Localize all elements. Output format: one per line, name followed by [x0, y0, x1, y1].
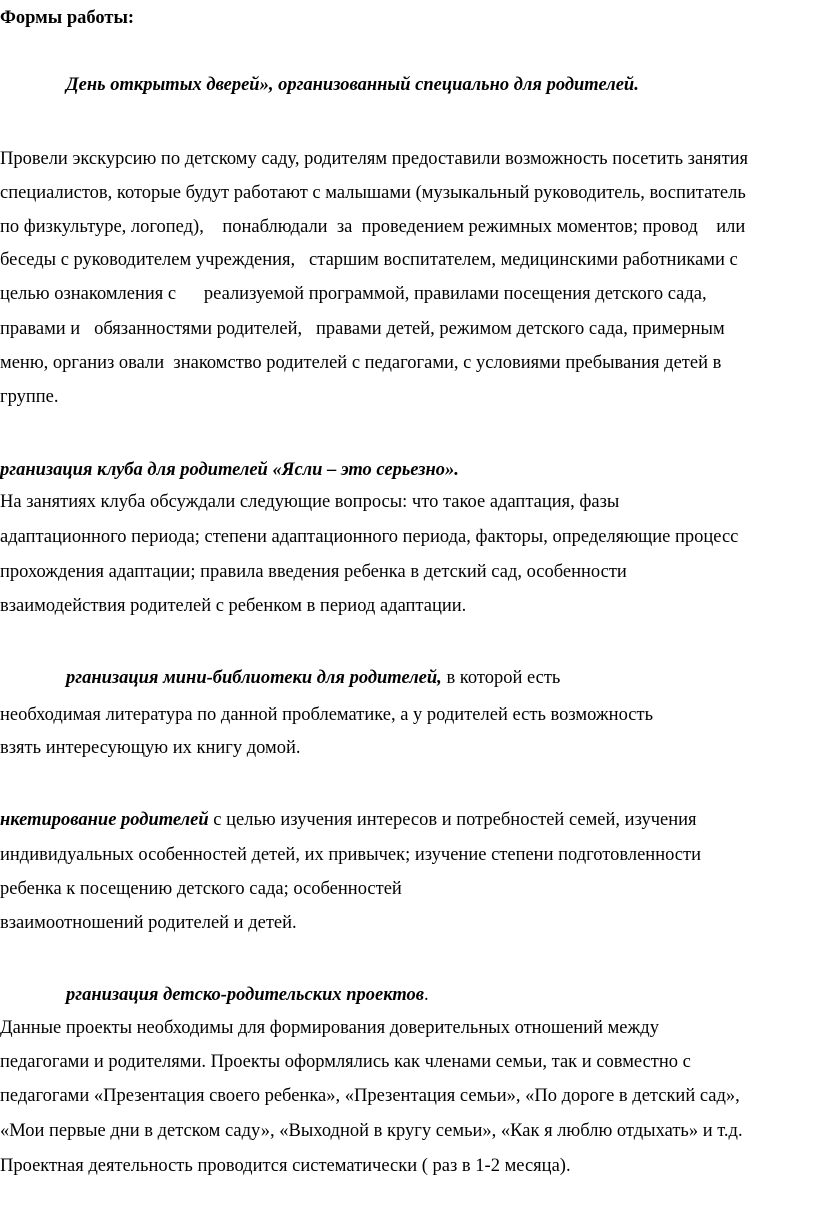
section-title: рганизация детско-родительских проектов — [66, 985, 425, 1005]
paragraph-line: взаимодействия родителей с ребенком в период адаптации. — [0, 596, 467, 616]
paragraph-line: педагогами «Презентация своего ребенка», «Презентация семьи», «По дороге в детский сад», — [0, 1086, 740, 1106]
section-title-continuation: с целью изучения интересов и потребностей семей, изучения — [208, 810, 697, 830]
section-title-continuation: . — [424, 985, 429, 1005]
paragraph-line: правами и обязанностями родителей, правами детей, режимом детского сада, примерным — [0, 319, 725, 339]
section-title-line — [66, 983, 429, 1007]
paragraph-line: беседы с руководителем учреждения, старшим воспитателем, медицинскими работниками с — [0, 250, 738, 270]
section-title: рганизация мини-библиотеки для родителей, — [66, 668, 442, 688]
section-title-line — [66, 666, 560, 690]
paragraph-line: прохождения адаптации; правила введения ребенка в детский сад, особенности — [0, 562, 627, 582]
section-title: рганизация клуба для родителей «Ясли – это серьезно». — [0, 460, 459, 480]
paragraph-line: группе. — [0, 387, 59, 407]
paragraph-line: адаптационного периода; степени адаптационного периода, факторы, определяющие процесс — [0, 527, 739, 547]
paragraph-line: Данные проекты необходимы для формирования доверительных отношений между — [0, 1018, 659, 1038]
paragraph-line: взаимоотношений родителей и детей. — [0, 913, 297, 933]
paragraph-line: Провели экскурсию по детскому саду, родителям предоставили возможность посетить занятия — [0, 149, 749, 169]
paragraph-line: Проектная деятельность проводится систематически ( раз в 1-2 месяца). — [0, 1156, 571, 1176]
paragraph-line: по физкультуре, логопед), понаблюдали за проведением режимных моментов; провод или — [0, 217, 746, 237]
section-title-continuation: в которой есть — [441, 668, 561, 688]
paragraph-line: ребенка к посещению детского сада; особенностей — [0, 879, 402, 899]
section-title-line — [0, 808, 697, 832]
paragraph-line: целью ознакомления с реализуемой программой, правилами посещения детского сада, — [0, 284, 707, 304]
section-title: День открытых дверей», организованный специально для родителей. — [66, 75, 639, 95]
paragraph-line: необходимая литература по данной проблематике, а у родителей есть возможность — [0, 705, 654, 725]
section-title: нкетирование родителей — [0, 810, 209, 830]
page-heading: Формы работы: — [0, 8, 135, 28]
paragraph-line: индивидуальных особенностей детей, их привычек; изучение степени подготовленности — [0, 845, 702, 865]
paragraph-line: педагогами и родителями. Проекты оформлялись как членами семьи, так и совместно с — [0, 1052, 691, 1072]
paragraph-line: специалистов, которые будут работают с малышами (музыкальный руководитель, воспитатель — [0, 183, 746, 203]
paragraph-line: меню, организ овали знакомство родителей с педагогами, с условиями пребывания детей в — [0, 353, 722, 373]
paragraph-line: взять интересующую их книгу домой. — [0, 738, 301, 758]
paragraph-line: На занятиях клуба обсуждали следующие вопросы: что такое адаптация, фазы — [0, 492, 620, 512]
paragraph-line: «Мои первые дни в детском саду», «Выходной в кругу семьи», «Как я люблю отдыхать» и т.д. — [0, 1121, 743, 1141]
